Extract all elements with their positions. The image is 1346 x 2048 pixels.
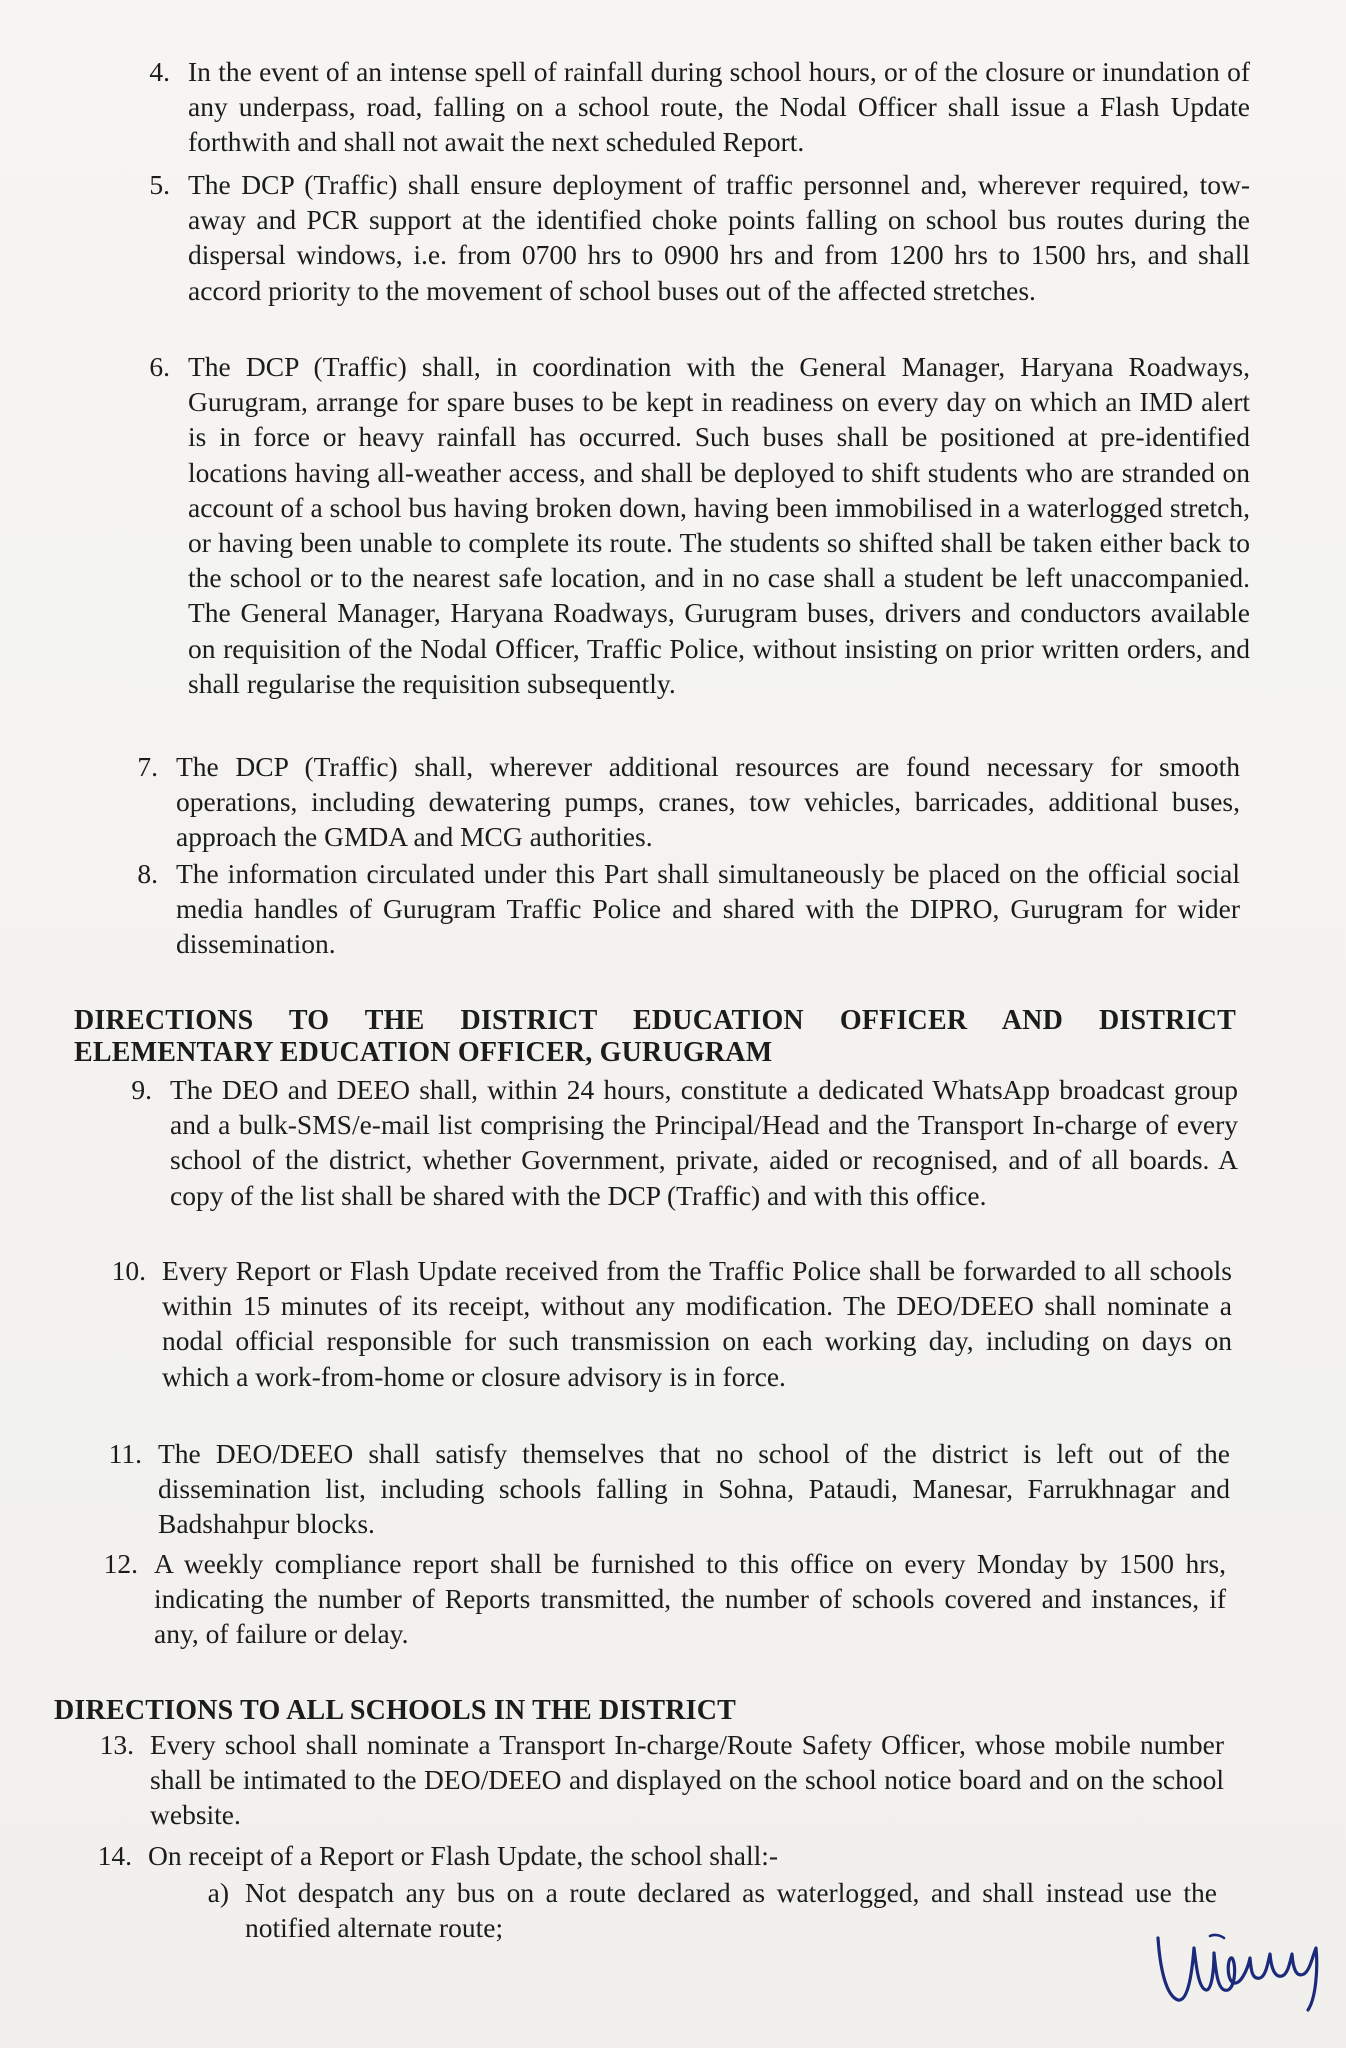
clause-text: A weekly compliance report shall be furnished to this office on every Monday by 1500 hrs, indicating the number of Reports transmitted, the number of schools covered and instances, if any, of failure or delay. bbox=[154, 1548, 1226, 1650]
clause-number: 8. bbox=[137, 858, 158, 889]
clause-5 bbox=[149, 167, 1250, 308]
heading-text: DIRECTIONS TO ALL SCHOOLS IN THE DISTRICT bbox=[54, 1695, 737, 1726]
clause-7 bbox=[137, 749, 1240, 855]
clause-4 bbox=[149, 54, 1250, 160]
section-heading-deo bbox=[74, 1004, 1236, 1037]
section-heading-schools bbox=[54, 1694, 1054, 1727]
sub-clause-a bbox=[207, 1875, 1217, 1945]
clause-text: The DEO and DEEO shall, within 24 hours, constitute a dedicated WhatsApp broadcast group and a bulk-SMS/e-mail list comprising the Principal/Head and the Transport In-charge of every school of the district, whether Government, private, aided or recognised, and of all boards. A copy of the list shall be shared with the DCP (Traffic) and with this office. bbox=[170, 1074, 1238, 1211]
clause-number: 4. bbox=[149, 56, 170, 87]
clause-number: 6. bbox=[149, 351, 170, 382]
clause-number: 9. bbox=[131, 1074, 152, 1105]
clause-text: In the event of an intense spell of rainfall during school hours, or of the closure or inundation of any underpass, road, falling on a school route, the Nodal Officer shall issue a Flash Update forthwith and shall not await the next scheduled Report. bbox=[188, 56, 1250, 158]
clause-text: Every Report or Flash Update received from the Traffic Police shall be forwarded to all schools within 15 minutes of its receipt, without any modification. The DEO/DEEO shall nominate a nodal official responsible for such transmission on each working day, including on days on which a work-from-home or closure advisory is in force. bbox=[162, 1255, 1232, 1392]
handwritten-signature bbox=[1148, 1918, 1338, 2018]
clause-text: The information circulated under this Part shall simultaneously be placed on the official social media handles of Gurugram Traffic Police and shared with the DIPRO, Gurugram for wider dissemination. bbox=[176, 858, 1240, 960]
clause-6 bbox=[149, 349, 1250, 701]
clause-9 bbox=[131, 1072, 1238, 1213]
clause-number: 10. bbox=[111, 1255, 146, 1286]
clause-12 bbox=[103, 1546, 1226, 1652]
clause-text: The DCP (Traffic) shall ensure deployment of traffic personnel and, wherever required, tow-away and PCR support at the identified choke points falling on school bus routes during the dispersal windows, i.e. from 0700 hrs to 0900 hrs and from 1200 hrs to 1500 hrs, and shall accord priority to the movement of school buses out of the affected stretches. bbox=[188, 169, 1250, 306]
section-heading-deo-line2 bbox=[74, 1036, 1236, 1069]
clause-number: 12. bbox=[103, 1548, 138, 1579]
heading-line-2: ELEMENTARY EDUCATION OFFICER, GURUGRAM bbox=[74, 1037, 773, 1068]
clause-text: The DEO/DEEO shall satisfy themselves that no school of the district is left out of the dissemination list, including schools falling in Sohna, Pataudi, Manesar, Farrukhnagar and Badshahpur blocks. bbox=[158, 1438, 1230, 1540]
clause-number: 5. bbox=[149, 169, 170, 200]
clause-text: The DCP (Traffic) shall, in coordination with the General Manager, Haryana Roadways, Gurugram, arrange for spare buses to be kept in readiness on every day on which an IMD alert is in force or heavy rainfall has occurred. Such buses shall be positioned at pre-identified locations having all-weather access, and shall be deployed to shift students who are stranded on account of a school bus having broken down, having been immobilised in a waterlogged stretch, or having been unable to complete its route. The students so shifted shall be taken either back to the school or to the nearest safe location, and in no case shall a student be left unaccompanied. The General Manager, Haryana Roadways, Gurugram buses, drivers and conductors available on requisition of the Nodal Officer, Traffic Police, without insisting on prior written orders, and shall regularise the requisition subsequently. bbox=[188, 351, 1250, 699]
clause-text: Every school shall nominate a Transport In-charge/Route Safety Officer, whose mobile number shall be intimated to the DEO/DEEO and displayed on the school notice board and on the school website. bbox=[150, 1729, 1224, 1831]
clause-text: On receipt of a Report or Flash Update, the school shall:- bbox=[148, 1840, 779, 1871]
sub-clause-text: Not despatch any bus on a route declared as waterlogged, and shall instead use the notified alternate route; bbox=[245, 1877, 1217, 1944]
clause-number: 13. bbox=[99, 1729, 134, 1760]
heading-line-1: DIRECTIONS TO THE DISTRICT EDUCATION OFFICER AND DISTRICT bbox=[74, 1005, 1236, 1036]
clause-number: 14. bbox=[97, 1840, 132, 1871]
clause-11 bbox=[108, 1436, 1230, 1542]
clause-text: The DCP (Traffic) shall, wherever additional resources are found necessary for smooth operations, including dewatering pumps, cranes, tow vehicles, barricades, additional buses, approach the GMDA and MCG authorities. bbox=[176, 751, 1240, 853]
clause-10 bbox=[111, 1253, 1232, 1394]
clause-14 bbox=[97, 1838, 1222, 1873]
clause-number: 11. bbox=[108, 1438, 142, 1469]
clause-13 bbox=[99, 1727, 1224, 1833]
clause-number: 7. bbox=[137, 751, 158, 782]
clause-8 bbox=[137, 856, 1240, 962]
sub-clause-letter: a) bbox=[207, 1877, 229, 1908]
